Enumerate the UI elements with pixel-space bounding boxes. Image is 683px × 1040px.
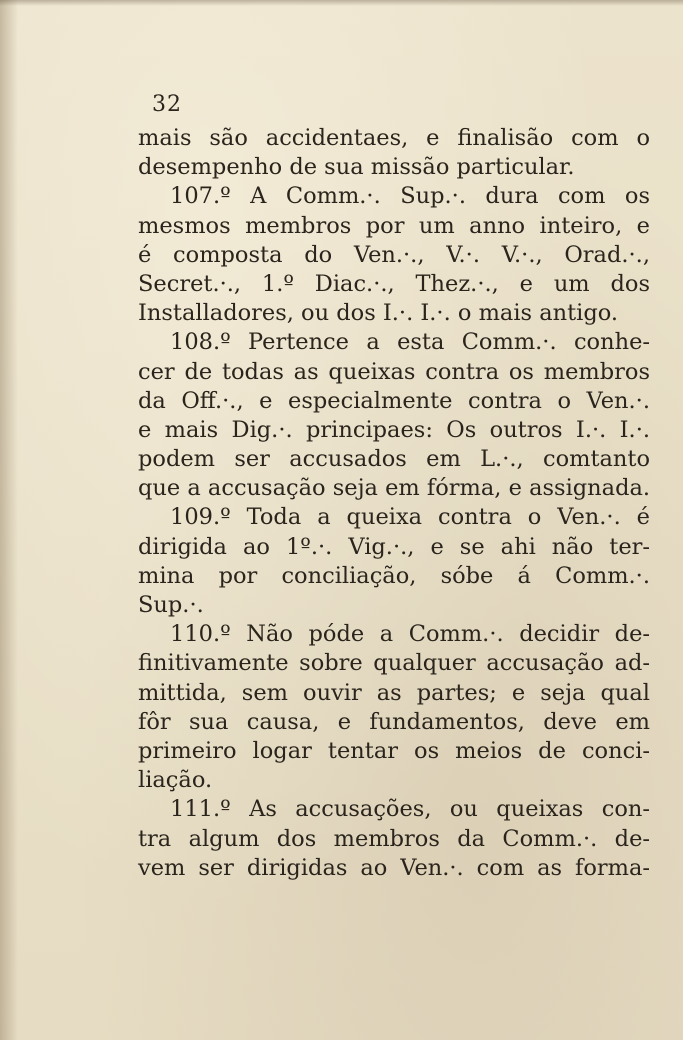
page-gutter-shadow	[0, 0, 18, 1040]
text-line: dirigida ao 1º.·. Vig.·., e se ahi não ter-	[138, 533, 650, 560]
text-line: que a accusação seja em fórma, e assignada.	[138, 475, 651, 502]
text-line: mittida, sem ouvir as partes; e seja qual	[138, 679, 650, 706]
body-text	[138, 124, 650, 883]
text-line: primeiro logar tentar os meios de conci-	[138, 737, 650, 764]
text-line: fôr sua causa, e fundamentos, deve em	[138, 708, 650, 735]
text-line: da Off.·., e especialmente contra o Ven.·.	[138, 387, 650, 414]
text-line: podem ser accusados em L.·., comtanto	[138, 446, 650, 473]
text-line: tra algum dos membros da Comm.·. de-	[138, 825, 650, 852]
text-line: vem ser dirigidas ao Ven.·. com as forma-	[138, 854, 650, 881]
page-number: 32	[152, 92, 182, 117]
text-line: 108.º Pertence a esta Comm.·. conhe-	[170, 329, 650, 356]
text-line: mais são accidentaes, e finalisão com o	[138, 125, 650, 151]
text-line: finitivamente sobre qualquer accusação ad-	[138, 650, 650, 677]
text-line: Installadores, ou dos I.·. I.·. o mais antigo.	[138, 300, 619, 327]
page-top-edge	[0, 0, 683, 6]
text-line: 110.º Não póde a Comm.·. decidir de-	[170, 621, 650, 648]
text-line: 107.º A Comm.·. Sup.·. dura com os	[170, 183, 650, 210]
text-line: 109.º Toda a queixa contra o Ven.·. é	[170, 504, 650, 531]
text-line: cer de todas as queixas contra os membros	[138, 358, 650, 385]
text-line: desempenho de sua missão particular.	[138, 154, 575, 181]
text-line: é composta do Ven.·., V.·. V.·., Orad.·.,	[138, 241, 650, 268]
text-line: 111.º As accusações, ou queixas con-	[170, 796, 650, 823]
text-line: mina por conciliação, sóbe á Comm.·.	[138, 562, 650, 589]
text-line: mesmos membros por um anno inteiro, e	[138, 212, 650, 239]
text-line: e mais Dig.·. principaes: Os outros I.·. I.·.	[138, 416, 650, 443]
text-line: Sup.·.	[138, 592, 204, 618]
text-line: liação.	[138, 767, 213, 794]
text-line: Secret.·., 1.º Diac.·., Thez.·., e um dos	[138, 270, 650, 297]
